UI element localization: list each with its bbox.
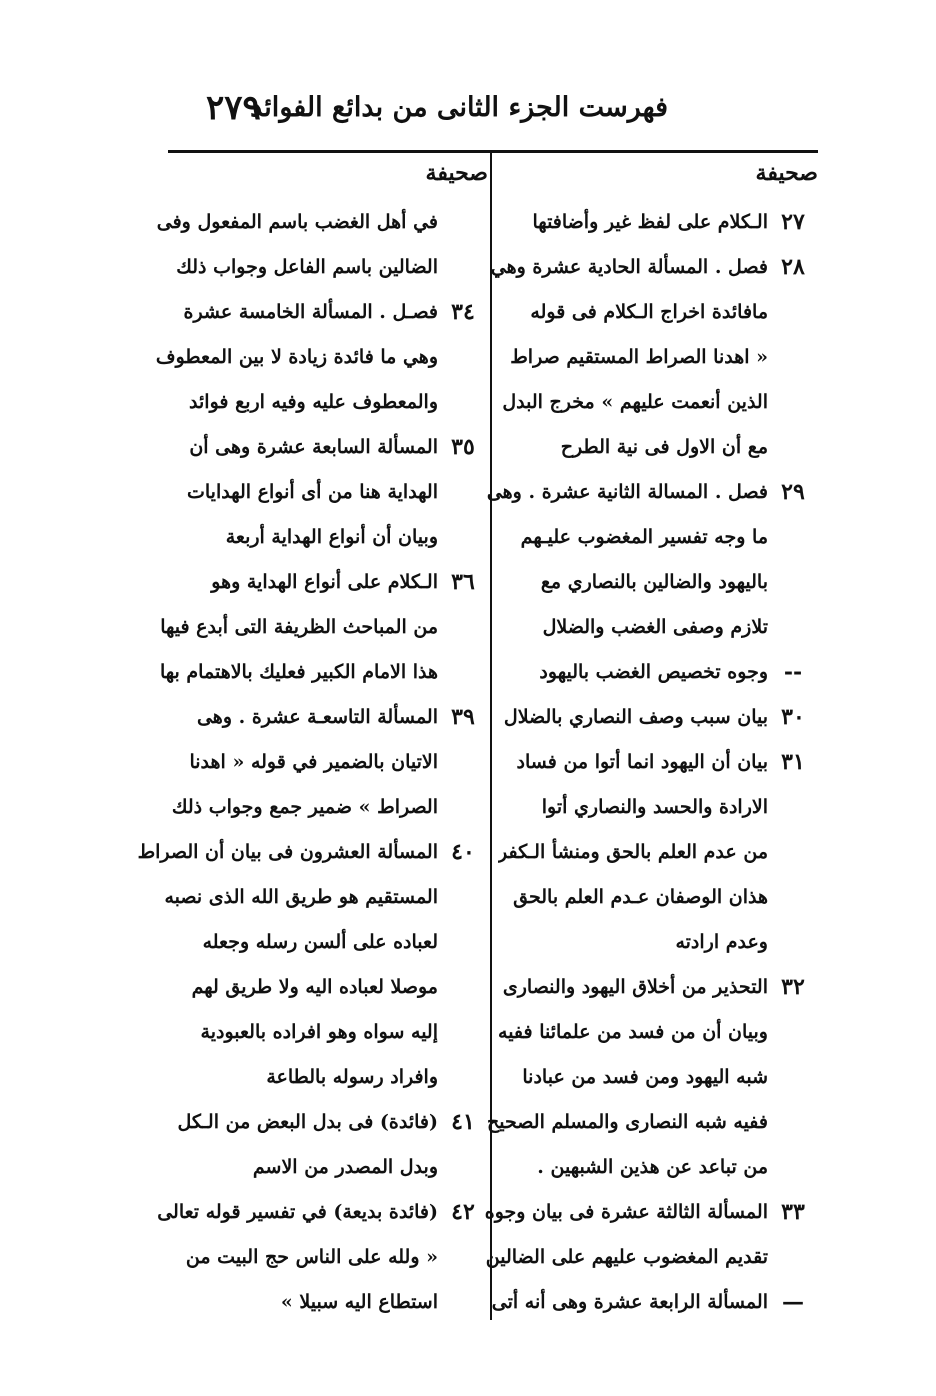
entry-page-number: ٣٦ (451, 569, 475, 595)
entry-line: المسألة العشرون فى بيان أن الصراط (137, 841, 438, 863)
entry-line: وبيان أن أنواع الهداية أربعة (225, 526, 438, 548)
entry-line: وعدم ارادته (675, 931, 768, 953)
entry-line: مع أن الاول فى نية الطرح (560, 436, 768, 458)
entry-page-number: ٣٥ (451, 434, 475, 460)
entry-line: فصل . المسالة الثانية عشرة . وهى (486, 481, 768, 503)
entry-line: تلازم وصفى الغضب والضلال (542, 616, 768, 638)
toc-entry (491, 1280, 818, 1325)
entry-line: وجوه تخصيص الغضب باليهود (539, 661, 768, 683)
entry-line: وهي ما فائدة زيادة لا بين المعطوف (155, 346, 438, 368)
toc-entry (487, 965, 818, 1190)
entry-page-number: ٣٩ (451, 704, 475, 730)
toc-entry (484, 1190, 818, 1280)
entry-page-number: ٤٠ (451, 839, 475, 865)
entry-line: الضالين باسم الفاعل وجواب ذلك (176, 256, 438, 278)
entry-line: استطاع اليه سبيلا » (280, 1291, 438, 1313)
entry-line: من عدم العلم بالحق ومنشأ الـكفر (498, 841, 768, 863)
entry-page-number: ٢٨ (781, 254, 805, 280)
entry-page-number: ٣٣ (781, 1199, 805, 1225)
entry-page-number: ٢٧ (781, 209, 805, 235)
toc-entry (498, 200, 818, 245)
entry-line: الاتيان بالضمير في قوله « اهدنا (189, 751, 438, 773)
entry-line: المسألة الرابعة عشرة وهى أنه أتى (491, 1291, 768, 1313)
entry-line: من تباعد عن هذين الشبهين . (537, 1156, 768, 1178)
toc-entry (168, 1100, 488, 1190)
column-heading: صحيفة (755, 160, 818, 186)
entry-line: وبدل المصدر من الاسم (252, 1156, 438, 1178)
entry-line: موصلا لعباده اليه ولا طريق لهم (191, 976, 438, 998)
entry-line: وافراد رسوله بالطاعة (266, 1066, 438, 1088)
header-title: فهرست الجزء الثانى من بدائع الفوائد (250, 92, 668, 123)
toc-entry (159, 560, 488, 695)
entry-line: المسألة الثالثة عشرة فى بيان وجوه (484, 1201, 768, 1223)
toc-entry (156, 200, 488, 290)
entry-line: وبيان أن من فسد من علمائنا ففيه (498, 1021, 768, 1043)
toc-entry (490, 245, 818, 470)
entry-line: في أهل الغضب باسم المفعول وفى (156, 211, 438, 233)
toc-entry (486, 470, 818, 650)
entry-page-number: ٣٢ (781, 974, 805, 1000)
entry-line: شبه اليهود ومن فسد من عبادنا (522, 1066, 768, 1088)
entry-line: تقديم المغضوب عليهم على الضالين (485, 1246, 768, 1268)
entry-page-number: ٣٤ (451, 299, 475, 325)
entry-line: هذا الامام الكبير فعليك بالاهتمام بها (159, 661, 438, 683)
entry-line: مافائدة اخراج الـكلام فى قوله (530, 301, 768, 323)
entry-line: لعباده على ألسن رسله وجعله (202, 931, 438, 953)
entry-line: المسألة التاسعـة عشرة . وهى (196, 706, 438, 728)
entry-page-number: ٤١ (451, 1109, 475, 1135)
entry-line: (فائدة بديعة) في تفسير قوله تعالى (157, 1201, 438, 1223)
header-rule (168, 150, 818, 153)
entry-line: إليه سواه وهو افراده بالعبودية (200, 1021, 438, 1043)
toc-entry (155, 290, 488, 425)
entry-line: ففيه شبه النصارى والمسلم الصحيح (487, 1111, 768, 1133)
entry-line: « اهدنا الصراط المستقيم صراط (510, 346, 768, 368)
entry-page-number: ٢٩ (781, 479, 805, 505)
page-number: ٢٧٩ (206, 88, 261, 128)
entry-line: فصل . المسألة الحادية عشرة وهي (490, 256, 768, 278)
entry-line: (فائدة) فى بدل البعض من الـكل (177, 1111, 438, 1133)
entry-line: والمعطوف عليه وفيه اربع فوائد (189, 391, 438, 413)
entry-line: الذين أنعمت عليهم » مخرج البدل (502, 391, 768, 413)
entry-line: باليهود والضالين بالنصاري مع (540, 571, 768, 593)
toc-entry (137, 830, 488, 1100)
toc-entry (168, 425, 488, 560)
entry-line: الـكلام على لفظ غير وأضافتها (532, 211, 768, 233)
entry-line: الصراط » ضمير جمع وجواب ذلك (171, 796, 438, 818)
toc-entry (168, 695, 488, 830)
entry-page-number: ٣١ (781, 749, 805, 775)
page-header (168, 88, 818, 144)
entry-line: بيان سبب وصف النصاري بالضلال (503, 706, 768, 728)
entry-page-number: -- (783, 659, 803, 685)
entry-line: الهداية هنا من أى أنواع الهدايات (187, 481, 438, 503)
entry-line: المستقيم هو طريق الله الذى نصبه (164, 886, 438, 908)
entry-page-number: — (782, 1289, 804, 1315)
entry-page-number: ٣٠ (781, 704, 805, 730)
entry-line: التحذير من أخلاق اليهود والنصارى (502, 976, 768, 998)
entry-line: المسألة السابعة عشرة وهى أن (189, 436, 438, 458)
toc-column-right (484, 160, 818, 1325)
column-heading: صحيفة (425, 160, 488, 186)
entry-page-number: ٤٢ (451, 1199, 475, 1225)
toc-entry (157, 1190, 488, 1325)
toc-entry (498, 650, 818, 695)
entry-line: الـكلام على أنواع الهداية وهو (211, 571, 438, 593)
entry-line: من المباحث الظريفة التى أبدع فيها (160, 616, 438, 638)
entry-line: فصـل . المسألة الخامسة عشرة (183, 301, 438, 323)
entry-line: هذان الوصفان عـدم العلم بالحق (513, 886, 768, 908)
entry-line: الارادة والحسد والنصاري أتوا (541, 796, 768, 818)
toc-entry (498, 695, 818, 740)
entry-line: ما وجه تفسير المغضوب عليـهم (520, 526, 768, 548)
entry-line: بيان أن اليهود انما أتوا من فساد (516, 751, 768, 773)
toc-entry (498, 740, 818, 965)
toc-column-left (137, 160, 488, 1325)
entry-line: « ولله على الناس حج البيت من (185, 1246, 438, 1268)
